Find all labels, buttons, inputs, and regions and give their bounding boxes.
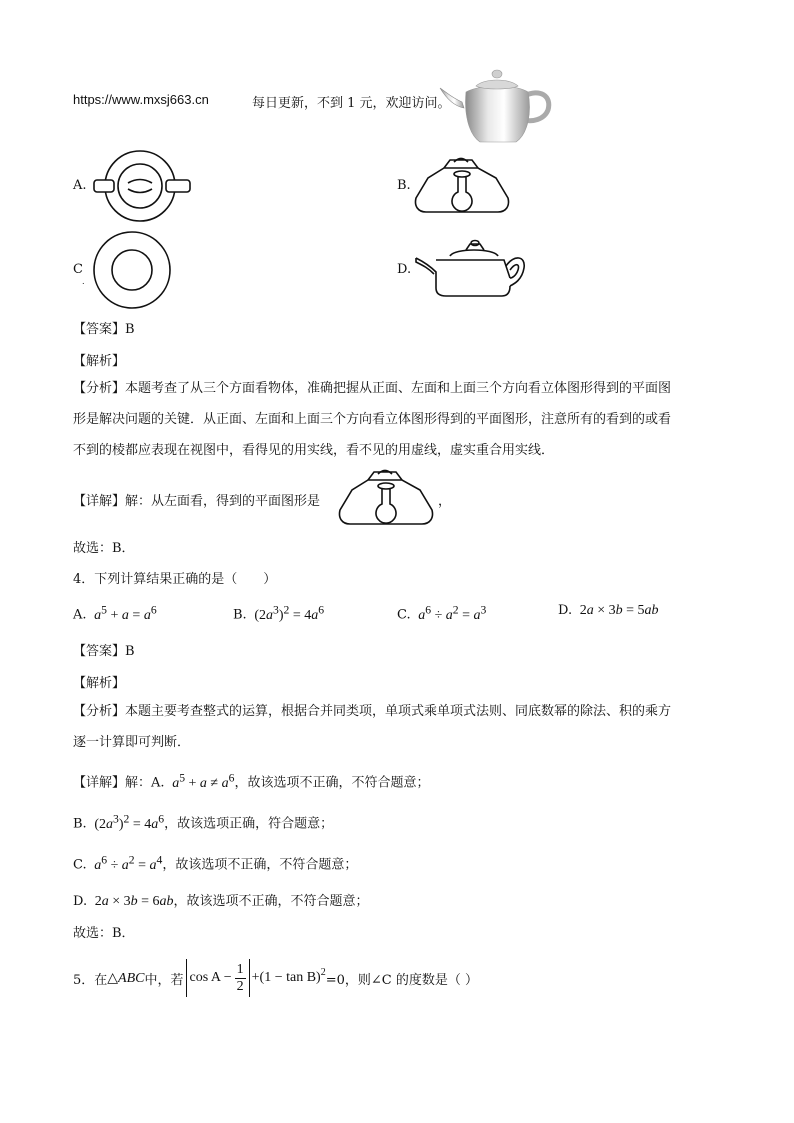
- detail-label: 【详解】: [73, 494, 126, 509]
- q4-fenxi-line1: 本题主要考查整式的运算，根据合并同类项，单项式乘单项式法则、同底数幂的除法、积的乘方: [125, 704, 672, 719]
- option-c-dot: .: [82, 277, 85, 286]
- answer-label: 【答案】: [73, 322, 126, 337]
- q4-fenxi-label: 【分析】: [73, 704, 126, 719]
- q3-answer: [73, 318, 135, 337]
- q5-prefix: 5．在: [73, 972, 108, 988]
- q4-detail-a-text: ，故该选项不正确，不符合题意；: [234, 775, 430, 791]
- q4-detail-c: [73, 853, 357, 874]
- q4-detail-b-text: ，故该选项正确，符合题意；: [164, 816, 334, 832]
- teapot-image: [436, 62, 554, 146]
- q4-option-b-expr: $(2a^3)^2 = 4a^6$: [250, 603, 325, 623]
- q4-option-d-expr: 2a × 3b = 5ab: [576, 603, 659, 618]
- fenxi-line1: 本题考查了从三个方面看物体，准确把握从正面、左面和上面三个方向看立体图形得到的平面图: [125, 381, 672, 396]
- q4-detail-c-prefix: C.: [73, 857, 87, 873]
- q4-option-c-label: C.: [397, 607, 411, 623]
- q4-detail-b-prefix: B.: [73, 816, 87, 832]
- detail-text: 解：从左面看，得到的平面图形是: [125, 494, 321, 509]
- q3-fenxi: [73, 373, 723, 466]
- q5-frac-num: 1: [236, 961, 244, 977]
- answer-value: B: [125, 322, 135, 337]
- q4-option-d: [558, 603, 659, 619]
- q5-rest: +(1 − tan B): [251, 970, 321, 985]
- option-a-figure: [92, 148, 192, 224]
- q5-frac-den: 2: [236, 978, 244, 994]
- q4-option-d-label: D.: [558, 603, 573, 618]
- q4-choice: 故选：B．: [73, 926, 135, 941]
- q5-stem: [73, 958, 478, 998]
- q4-fenxi-line2: 逐一计算即可判断．: [73, 735, 191, 750]
- q5-exp: 2: [320, 966, 326, 978]
- option-c-figure: [90, 230, 174, 310]
- q3-choice: 故选：B．: [73, 541, 135, 556]
- header-tagline: 每日更新，不到 1 元，欢迎访问。: [252, 96, 451, 111]
- detail-end: ，: [438, 494, 452, 509]
- fenxi-line2: 形是解决问题的关键．从正面、左面和上面三个方向看立体图形得到的平面图形，注意所有的看到的或看: [73, 412, 672, 427]
- option-b-figure: [414, 154, 510, 216]
- q4-option-a-expr: $a^5 + a = a^6$: [94, 603, 157, 623]
- q4-option-c: [397, 603, 486, 624]
- fenxi-label: 【分析】: [73, 381, 126, 396]
- q4-option-b-label: B.: [233, 607, 247, 623]
- detail-left-view-figure: [338, 466, 434, 528]
- q4-answer: [73, 640, 135, 659]
- q5-mid: 中，若: [144, 972, 184, 988]
- q4-detail-b: [73, 812, 333, 833]
- q4-fenxi: [73, 696, 723, 758]
- option-d-figure: [414, 238, 530, 300]
- q4-option-a: [73, 603, 157, 624]
- q4-answer-value: B: [125, 644, 135, 659]
- fenxi-line3: 不到的棱都应表现在视图中，看得见的用实线，看不见的用虚线，虚实重合用实线．: [73, 443, 555, 458]
- q4-answer-label: 【答案】: [73, 644, 126, 659]
- q4-detail-a: [73, 771, 429, 792]
- q5-cos-text: cos A −: [189, 970, 232, 985]
- q5-abs-expr: [186, 959, 250, 997]
- q4-option-c-expr: $a^6 \div a^2 = a^3$: [418, 603, 487, 623]
- q4-detail-b-expr: $(2a^3)^2 = 4a^6$: [90, 812, 165, 832]
- q4-detail-d-expr: 2a × 3b = 6ab: [91, 894, 174, 909]
- option-c-label: C: [73, 262, 83, 277]
- q4-detail-c-text: ，故该选项不正确，不符合题意；: [162, 857, 358, 873]
- q3-detail: [73, 490, 320, 509]
- q4-option-a-label: A.: [73, 607, 87, 623]
- option-d-label: D.: [397, 262, 412, 277]
- option-b-label: B.: [397, 178, 411, 193]
- q5-eq: =0，则∠C 的度数是（ ）: [325, 972, 478, 988]
- q4-detail-label: 【详解】: [73, 775, 126, 791]
- q5-triangle: △ABC: [107, 970, 145, 986]
- q4-detail-d: [73, 890, 369, 910]
- q4-analysis-label: 【解析】: [73, 676, 126, 691]
- option-a-label: A.: [73, 178, 87, 193]
- q4-detail-c-expr: $a^6 \div a^2 = a^4$: [94, 853, 163, 873]
- q4-option-b: [233, 603, 324, 624]
- q4-detail-a-expr: $a^5 + a \ne a^6$: [172, 771, 235, 791]
- q4-detail-d-prefix: D.: [73, 894, 88, 909]
- q4-detail-prefix: 解：A.: [125, 775, 165, 791]
- header-url[interactable]: https://www.mxsj663.cn: [73, 92, 209, 107]
- q3-analysis-label: 【解析】: [73, 354, 126, 369]
- q4-detail-d-text: ，故该选项不正确，不符合题意；: [173, 894, 369, 909]
- q4-stem: 4．下列计算结果正确的是（ ）: [73, 572, 277, 587]
- q5-fraction: [235, 962, 246, 995]
